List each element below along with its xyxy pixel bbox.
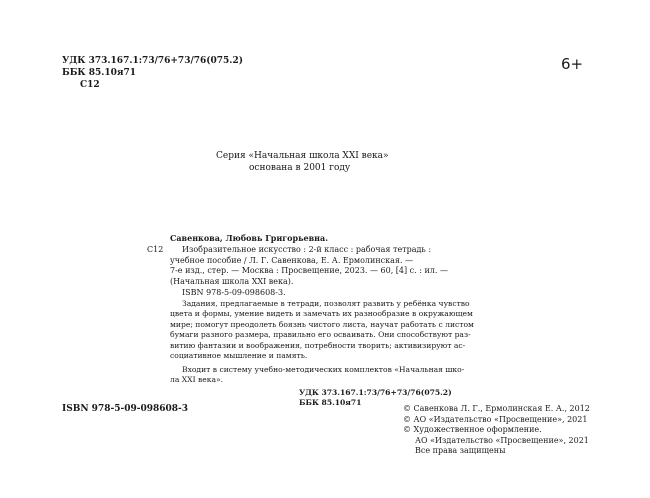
annotation-line: бумаги разного размера, правильно его осваивать. Они способствуют раз- (170, 330, 471, 340)
annotation-line: Задания, предлагаемые в тетради, позволят развить у ребёнка чувство (182, 299, 470, 308)
description-line: Изобразительное искусство : 2-й класс : рабочая тетрадь : (182, 245, 432, 254)
complex-note-line: ла XXI века». (170, 375, 224, 385)
annotation-line: цвета и формы, умение видеть и замечать их разнообразие в окружающем (170, 309, 473, 319)
annotation-line: витию фантазии и воображения, потребности творить; активизируют ас- (170, 340, 466, 350)
annotation-line: мире; помогут преодолеть боязнь чистого листа, научат работать с листом (170, 319, 474, 329)
description-line: учебное пособие / Л. Г. Савенкова, Е. А. Ермолинская. — (170, 255, 414, 265)
catalog-description (170, 245, 448, 287)
catalog-annotation (170, 299, 474, 361)
top-udk: УДК 373.167.1:73/76+73/76(075.2) (62, 56, 243, 66)
catalog-udk: УДК 373.167.1:73/76+73/76(075.2) (299, 388, 452, 397)
copyright-line: © АО «Издательство «Просвещение», 2021 (403, 414, 588, 424)
description-line: (Начальная школа XXI века). (170, 276, 294, 286)
copyright-line: Все права защищены (415, 446, 506, 456)
description-line: 7-е изд., стер. — Москва : Просвещение, 2023. — 60, [4] с. : ил. — (170, 266, 448, 276)
copyright-line: © Савенкова Л. Г., Ермолинская Е. А., 2012 (403, 404, 590, 413)
age-rating: 6+ (561, 55, 584, 73)
catalog-author: Савенкова, Любовь Григорьевна. (170, 233, 328, 243)
annotation-line: социативное мышление и память. (170, 351, 308, 361)
catalog-isbn: ISBN 978-5-09-098608-3. (182, 288, 286, 297)
copyright-line: © Художественное оформление. (403, 425, 542, 435)
series-line-1: Серия «Начальная школа XXI века» (216, 151, 389, 161)
copyright-line: АО «Издательство «Просвещение», 2021 (415, 435, 589, 445)
series-line-2: основана в 2001 году (249, 163, 351, 173)
catalog-bbk: ББК 85.10я71 (299, 398, 362, 407)
top-author-mark: С12 (80, 80, 100, 90)
catalog-complex-note (170, 365, 465, 386)
complex-note-line: Входит в систему учебно-методических комплектов «Начальная шко- (182, 365, 465, 374)
copyright-block (403, 404, 590, 457)
bottom-isbn: ISBN 978-5-09-098608-3 (62, 404, 189, 414)
top-bbk: ББК 85.10я71 (62, 68, 137, 78)
catalog-author-mark: С12 (147, 245, 164, 254)
